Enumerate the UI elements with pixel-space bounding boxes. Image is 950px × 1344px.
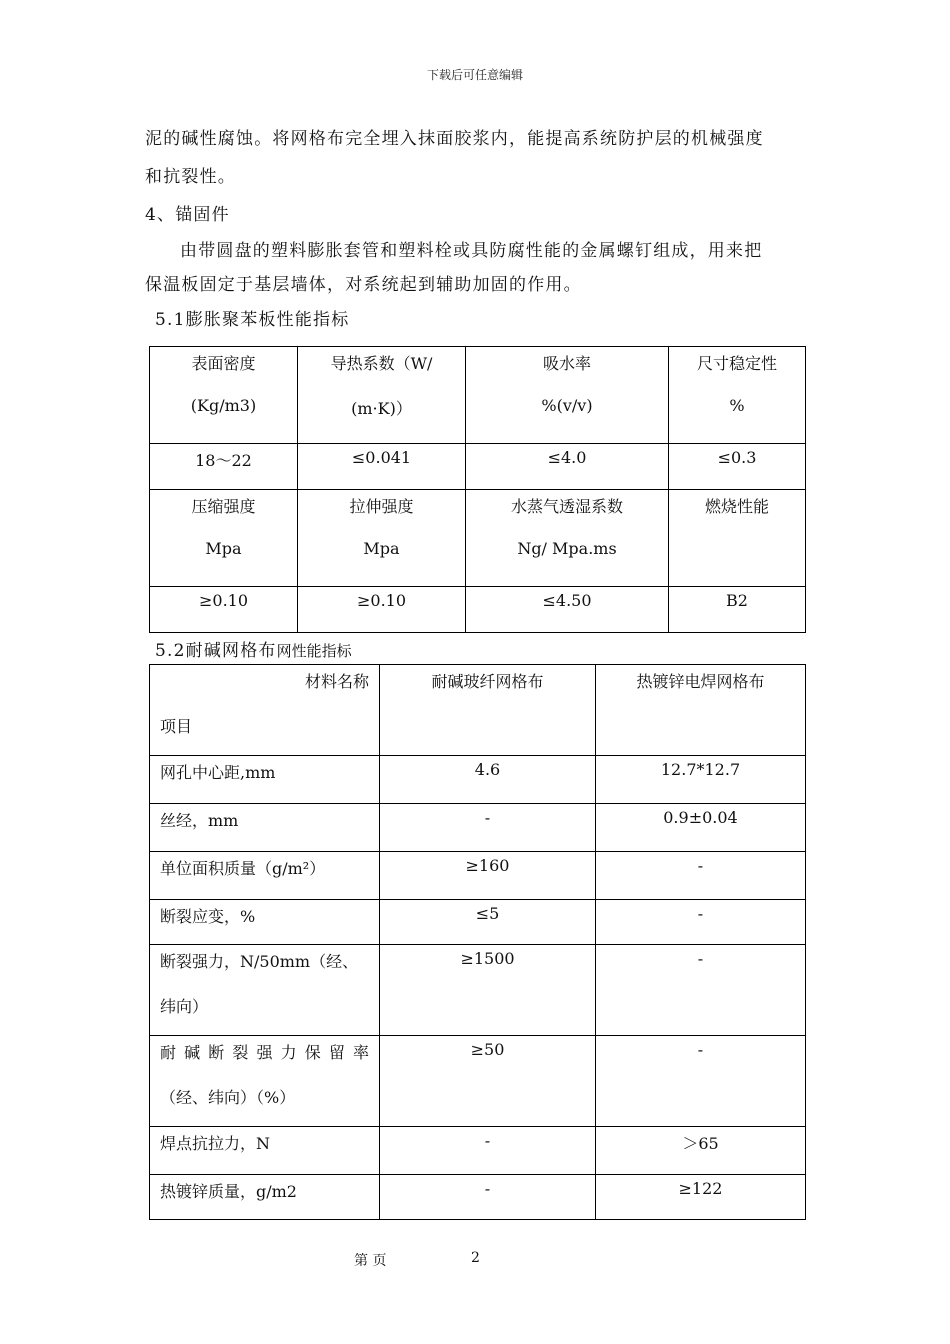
table-cell: -	[380, 1127, 596, 1175]
table-row	[150, 665, 806, 756]
table-row	[150, 1127, 806, 1175]
section-heading-anchors: 4、锚固件	[145, 205, 230, 225]
section-heading-5-2: 5.2耐碱网格布网性能指标	[155, 641, 352, 661]
table-header-cell: 热镀锌电焊网格布	[596, 665, 806, 756]
table-cell: -	[380, 804, 596, 852]
table-cell: 热镀锌质量，g/m2	[150, 1175, 380, 1220]
table-cell: 单位面积质量（g/m²）	[150, 852, 380, 900]
table-cell: ≤4.0	[466, 444, 669, 490]
table-cell: 焊点抗拉力，N	[150, 1127, 380, 1175]
table-row	[150, 1036, 806, 1127]
table-header-cell: 吸水率 %(v/v)	[466, 347, 669, 444]
table-header-cell: 拉伸强度 Mpa	[298, 490, 466, 587]
table-header-cell: 水蒸气透湿系数 Ng/ Mpa.ms	[466, 490, 669, 587]
table-cell: ≥0.10	[150, 587, 298, 633]
table-cell: 断裂应变，%	[150, 900, 380, 945]
table-header-cell: 燃烧性能	[669, 490, 806, 587]
table-cell: ≥122	[596, 1175, 806, 1220]
table-row	[150, 1175, 806, 1220]
table-row	[150, 587, 806, 633]
table-cell: -	[596, 900, 806, 945]
table-header-cell: 材料名称 项目	[150, 665, 380, 756]
table-cell: ＞65	[596, 1127, 806, 1175]
table-cell: -	[380, 1175, 596, 1220]
table-cell: ≤0.3	[669, 444, 806, 490]
table-row	[150, 444, 806, 490]
table-cell: ≥50	[380, 1036, 596, 1127]
table-cell: 丝经，mm	[150, 804, 380, 852]
paragraph-line: 保温板固定于基层墙体，对系统起到辅助加固的作用。	[145, 275, 582, 295]
table-cell: ≤0.041	[298, 444, 466, 490]
table-header-cell: 表面密度 (Kg/m3)	[150, 347, 298, 444]
table-cell: -	[596, 1036, 806, 1127]
table-row	[150, 852, 806, 900]
eps-board-spec-table	[149, 346, 806, 633]
table-cell: ≤4.50	[466, 587, 669, 633]
table-header-cell: 耐碱玻纤网格布	[380, 665, 596, 756]
table-cell: 断裂强力，N/50mm（经、 纬向）	[150, 945, 380, 1036]
table-row	[150, 804, 806, 852]
table-row	[150, 945, 806, 1036]
table-cell: ≤5	[380, 900, 596, 945]
table-cell: ≥160	[380, 852, 596, 900]
table-row	[150, 900, 806, 945]
table-row	[150, 347, 806, 444]
footer-page-label: 第 页	[354, 1253, 387, 1269]
footer-page-number: 2	[471, 1250, 480, 1266]
header-note: 下载后可任意编辑	[426, 68, 523, 82]
table-header-cell: 压缩强度 Mpa	[150, 490, 298, 587]
mesh-spec-table	[149, 664, 806, 1220]
table-cell: ≥0.10	[298, 587, 466, 633]
table-header-cell: 尺寸稳定性 %	[669, 347, 806, 444]
table-cell: 0.9±0.04	[596, 804, 806, 852]
section-heading-5-1: 5.1膨胀聚苯板性能指标	[155, 310, 350, 330]
table-cell: 耐碱断裂强力保留率 （经、纬向）（%）	[150, 1036, 380, 1127]
table-cell: 18～22	[150, 444, 298, 490]
table-row	[150, 756, 806, 804]
table-cell: -	[596, 945, 806, 1036]
table-cell: 4.6	[380, 756, 596, 804]
table-cell: -	[596, 852, 806, 900]
table-cell: B2	[669, 587, 806, 633]
paragraph-line: 由带圆盘的塑料膨胀套管和塑料栓或具防腐性能的金属螺钉组成，用来把	[180, 241, 763, 261]
table-cell: 12.7*12.7	[596, 756, 806, 804]
table-row	[150, 490, 806, 587]
table-header-cell: 导热系数（W/ (m·K)）	[298, 347, 466, 444]
paragraph-line: 和抗裂性。	[145, 167, 236, 187]
table-cell: 网孔中心距,mm	[150, 756, 380, 804]
paragraph-line: 泥的碱性腐蚀。将网格布完全埋入抹面胶浆内，能提高系统防护层的机械强度	[145, 129, 764, 149]
table-cell: ≥1500	[380, 945, 596, 1036]
